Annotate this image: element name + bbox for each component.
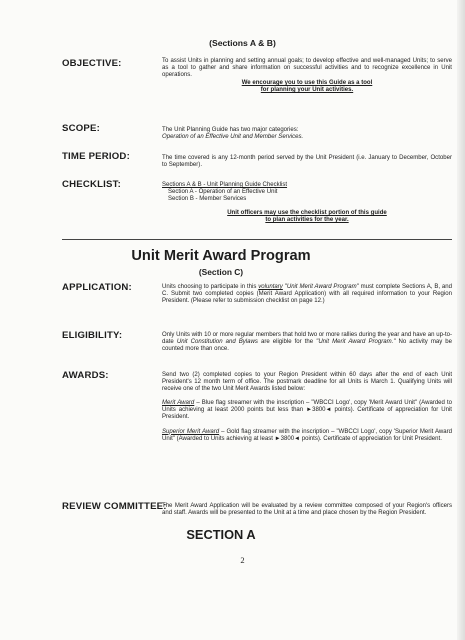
time-period-label: TIME PERIOD:	[62, 151, 130, 162]
scope-label: SCOPE:	[62, 123, 100, 134]
merit-award-name: Merit Award	[162, 400, 195, 407]
review-label: REVIEW COMMITTEE:	[62, 501, 167, 512]
program-subtitle: (Section C)	[198, 267, 244, 277]
review-text: The Merit Award Application will be evaluated by a review committee composed of your Region's officers and staff. Awards will be presented to the Unit at a time and place chosen by the Region President.	[162, 503, 452, 517]
merit-award-text: – Blue flag streamer with the inscription – "WBCCI Logo', copy 'Merit Award Unit" (Awarded to Units achieving at least 2000 points but less than ►3800◄ points). Certificate of appreciation for Unit President.	[162, 400, 452, 421]
eligibility-text-pre: Only Units with 10 or more regular members that hold two or more rallies during the year and have an up-to-date	[162, 332, 452, 346]
merit-award-paragraph	[162, 400, 452, 421]
application-body	[162, 284, 452, 305]
objective-text: To assist Units in planning and setting annual goals; to develop effective and well-managed Units; to serve as a tool to gather and share information on successful activities and to recognize excellence in Unit operations.	[162, 58, 452, 79]
objective-emphasis-1: We encourage you to use this Guide as a tool	[241, 80, 373, 87]
superior-award-paragraph	[162, 429, 452, 443]
checklist-heading: Sections A & B - Unit Planning Guide Checklist	[162, 182, 288, 188]
sections-ab-heading: (Sections A & B)	[209, 38, 276, 48]
eligibility-program-name: "Unit Merit Award Program."	[316, 339, 396, 346]
time-period-row	[62, 151, 457, 169]
objective-row	[62, 58, 457, 94]
checklist-note-2: to plan activities for the year.	[265, 217, 349, 224]
application-label: APPLICATION:	[62, 282, 132, 293]
checklist-row	[62, 179, 457, 224]
section-divider	[62, 239, 452, 240]
section-a-heading: SECTION A	[186, 527, 256, 542]
eligibility-label: ELIGIBILITY:	[62, 330, 123, 341]
eligibility-text-post: No activity may be counted more than once.	[162, 339, 453, 353]
awards-body	[162, 372, 452, 443]
checklist-item-b: Section B - Member Services	[168, 196, 247, 203]
checklist-label: CHECKLIST:	[62, 179, 122, 190]
scope-text-2: Operation of an Effective Unit and Member Services.	[162, 134, 304, 141]
page-edge-shadow	[457, 0, 465, 640]
time-period-text: The time covered is any 12-month period served by the Unit President (i.e. January to December, October to September).	[162, 155, 452, 169]
superior-award-name: Superior Merit Award	[162, 428, 220, 435]
eligibility-bylaws: Unit Constitution and Bylaws	[176, 339, 258, 346]
application-voluntary: voluntary	[258, 284, 283, 290]
page-number: 2	[240, 555, 245, 565]
eligibility-row	[62, 330, 457, 353]
eligibility-text-mid: are eligible for the	[257, 339, 317, 346]
awards-row	[62, 370, 457, 443]
review-row	[62, 501, 457, 517]
awards-label: AWARDS:	[62, 370, 109, 381]
objective-emphasis-2: for planning your Unit activities.	[260, 87, 354, 94]
superior-award-text: – Gold flag streamer with the inscription – "WBCCI Logo', copy 'Superior Merit Award Unit" (Awarded to Units achieving at least ►3800◄ points). Certificate of appreciation for Unit President.	[162, 428, 452, 442]
awards-text: Send two (2) completed copies to your Region President within 60 days after the end of each Unit President's 12 month term of office. The postmark deadline for all Units is March 1. Qualifying Units will receive one of the two Unit Merit Awards listed below:	[162, 372, 452, 393]
scope-row	[62, 123, 457, 141]
application-row	[62, 282, 457, 305]
scope-body	[162, 127, 452, 141]
eligibility-body	[162, 332, 452, 353]
application-text-pre: Units choosing to participate in this	[162, 284, 259, 290]
program-title: Unit Merit Award Program	[131, 248, 311, 264]
checklist-note-1: Unit officers may use the checklist portion of this guide	[227, 210, 387, 217]
application-program-name: "Unit Merit Award Program"	[282, 284, 359, 290]
objective-label: OBJECTIVE:	[62, 58, 122, 69]
checklist-item-a: Section A - Operation of an Effective Unit	[168, 189, 278, 196]
application-text-post: must complete Sections A, B, and C. Submit two completed copies (Merit Award Application) with all required information to your Region President. (Please refer to submission checklist on page 12.)	[162, 284, 452, 305]
objective-body	[162, 58, 452, 94]
scope-text: The Unit Planning Guide has two major categories:	[162, 127, 299, 133]
checklist-body	[162, 182, 452, 224]
